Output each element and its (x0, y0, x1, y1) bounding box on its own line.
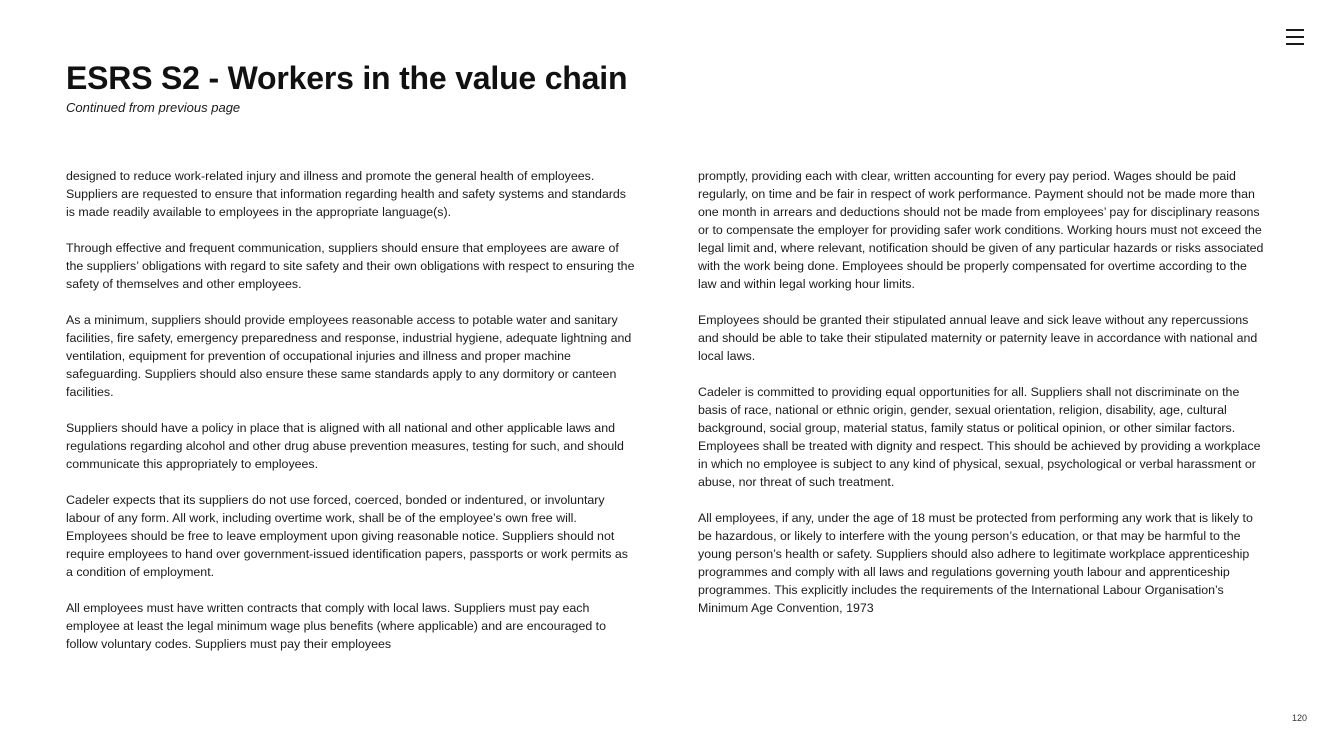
page-number: 120 (1291, 713, 1307, 723)
paragraph: designed to reduce work-related injury and illness and promote the general health of employees. Suppliers are requested to ensure that information regarding health and safety systems and standards is made readily available to employees in the appropriate language(s). (66, 169, 626, 219)
paragraph: All employees must have written contracts that comply with local laws. Suppliers must pay each employee at least the legal minimum wage plus benefits (where applicable) and are encouraged to follow voluntary codes. Suppliers must pay their employees (66, 601, 606, 651)
paragraph: promptly, providing each with clear, written accounting for every pay period. Wages should be paid regularly, on time and be fair in respect of work performance. Payment should not be made more than one month in arrears and deductions should not be made from employees’ pay for disciplinary reasons or to compensate the employer for providing safer work conditions. Working hours must not exceed the legal limit and, where relevant, notification should be given of any particular hazards or risks associated with the work being done. Employees should be properly compensated for overtime according to the law and within legal working hour limits. (698, 169, 1264, 291)
paragraph: All employees, if any, under the age of 18 must be protected from performing any work that is likely to be hazardous, or likely to interfere with the young person’s education, or that may be harmful to the young person’s health or safety. Suppliers should also adhere to legitimate workplace apprenticeship programmes and comply with all laws and regulations governing youth labour and apprenticeship programmes. This explicitly includes the requirements of the International Labour Organisation’s Minimum Age Convention, 1973 (698, 511, 1253, 615)
page-title: ESRS S2 - Workers in the value chain (66, 60, 628, 96)
right-text-column (698, 167, 1268, 635)
paragraph: Cadeler is committed to providing equal opportunities for all. Suppliers shall not discriminate on the basis of race, national or ethnic origin, gender, sexual orientation, religion, disability, age, cultural background, social group, material status, family status or political opinion, or other similar factors. Employees shall be treated with dignity and respect. This should be achieved by providing a workplace in which no employee is subject to any kind of physical, sexual, psychological or verbal harassment or abuse, nor threat of such treatment. (698, 385, 1261, 489)
left-text-column (66, 167, 636, 671)
paragraph: Cadeler expects that its suppliers do not use forced, coerced, bonded or indentured, or involuntary labour of any form. All work, including overtime work, shall be of the employee’s own free will. Employees should be free to leave employment upon giving reasonable notice. Suppliers should not require employees to hand over government-issued identification papers, passports or work permits as a condition of employment. (66, 493, 628, 579)
paragraph: Employees should be granted their stipulated annual leave and sick leave without any repercussions and should be able to take their stipulated maternity or paternity leave in accordance with national and local laws. (698, 313, 1258, 363)
paragraph: Through effective and frequent communication, suppliers should ensure that employees are aware of the suppliers’ obligations with regard to site safety and their own obligations with respect to ensuring the safety of themselves and other employees. (66, 241, 635, 291)
menu-bar (1286, 43, 1304, 45)
menu-bar (1286, 29, 1304, 31)
menu-bar (1286, 36, 1304, 38)
paragraph: Suppliers should have a policy in place that is aligned with all national and other applicable laws and regulations regarding alcohol and other drug abuse prevention measures, testing for such, and should communicate this appropriately to employees. (66, 421, 624, 471)
paragraph: As a minimum, suppliers should provide employees reasonable access to potable water and sanitary facilities, fire safety, emergency preparedness and response, industrial hygiene, adequate lightning and ventilation, equipment for prevention of occupational injuries and illness and proper machine safeguarding. Suppliers should also ensure these same standards apply to any dormitory or canteen facilities. (66, 313, 632, 399)
hamburger-menu-icon[interactable] (1284, 26, 1308, 48)
page-subtitle: Continued from previous page (66, 100, 241, 115)
